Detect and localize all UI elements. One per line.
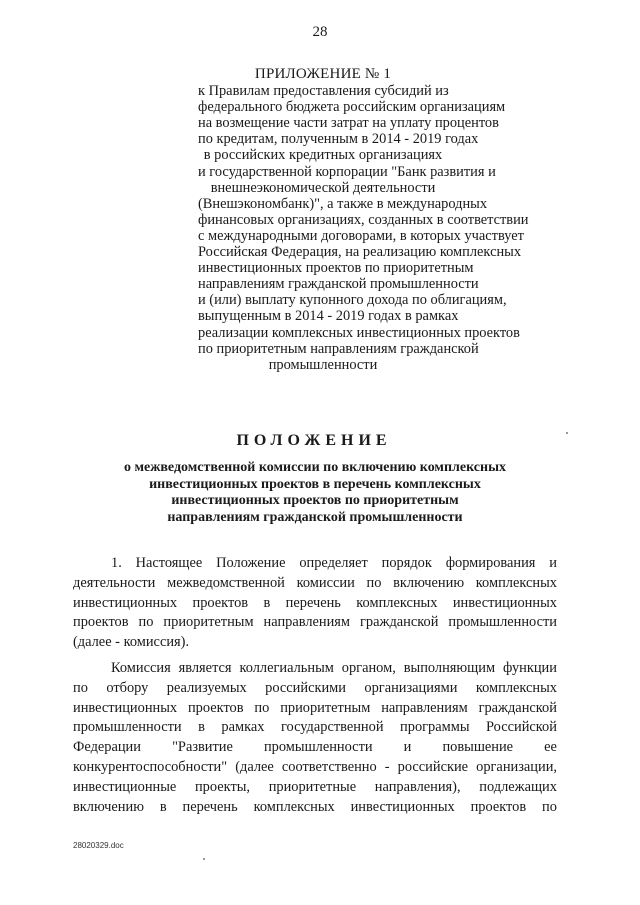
word: комплексных — [475, 574, 557, 591]
word: промышленности — [263, 739, 373, 756]
paragraph-line — [73, 798, 557, 818]
appendix-line: с международными договорами, в которых участвует — [198, 227, 524, 244]
word: по — [366, 574, 382, 591]
word: гражданской — [478, 699, 557, 716]
scan-speck — [566, 432, 568, 434]
word: и — [549, 555, 557, 571]
word: промышленности — [73, 719, 182, 736]
word: является — [178, 659, 232, 676]
word: повышение — [442, 739, 514, 756]
appendix-line: по кредитам, полученным в 2014 - 2019 годах — [198, 131, 479, 148]
word: Положение — [216, 555, 286, 571]
word: в — [198, 719, 205, 736]
document-title: ПОЛОЖЕНИЕ — [236, 432, 392, 449]
word: инвестиционные — [73, 778, 177, 795]
word: формирования — [445, 555, 536, 571]
paragraph-line — [73, 778, 557, 798]
word: включению — [73, 798, 144, 815]
appendix-line: реализации комплексных инвестиционных проектов — [198, 324, 520, 341]
word: по — [542, 798, 557, 815]
page-number: 28 — [312, 24, 328, 40]
word: конкурентоспособности" — [73, 758, 228, 775]
paragraph — [73, 659, 557, 817]
appendix-line: по приоритетным направлениям гражданской — [198, 340, 479, 357]
word: инвестиционных — [350, 798, 455, 815]
paragraph-line — [73, 613, 557, 633]
word: по — [138, 614, 154, 631]
word: инвестиционных — [452, 594, 557, 611]
word: соответственно — [281, 758, 377, 775]
appendix-line: и (или) выплату купонного дохода по облигациям, — [198, 292, 507, 309]
appendix-line: и государственной корпорации "Банк развития и — [198, 163, 496, 180]
word: деятельности — [73, 574, 156, 591]
word: функции — [502, 659, 557, 676]
word: проектов — [470, 798, 527, 815]
appendix-line: промышленности — [268, 356, 378, 373]
word: комплексных — [253, 798, 335, 815]
word: российскими — [265, 679, 346, 696]
word: гражданской — [360, 614, 439, 631]
word: отбору — [106, 679, 149, 696]
paragraph-line: (далее - комиссия). — [73, 634, 190, 651]
word: и — [403, 739, 412, 756]
appendix-line: Российская Федерация, на реализацию комплексных — [198, 244, 522, 261]
word: (далее — [235, 758, 274, 775]
word: приоритетным — [280, 699, 371, 716]
appendix-line: внешнеэкономической деятельности — [210, 179, 436, 196]
word: программы — [400, 719, 470, 736]
paragraph-line — [73, 659, 557, 679]
word: российские — [397, 758, 469, 775]
subtitle-line: направлениям гражданской промышленности — [167, 509, 463, 525]
word: направления), — [374, 778, 461, 795]
paragraph-line — [73, 738, 557, 758]
word: промышленности — [448, 614, 557, 631]
word: приоритетным — [163, 614, 254, 631]
word: межведомственной — [167, 574, 285, 591]
paragraph-line — [73, 574, 557, 594]
word: Федерации — [73, 739, 141, 756]
word: реализуемых — [166, 679, 247, 696]
word: - — [384, 758, 390, 775]
appendix-title: ПРИЛОЖЕНИЕ № 1 — [254, 66, 392, 82]
word: организациями — [364, 679, 458, 696]
word: ее — [544, 739, 557, 756]
document-subtitle — [60, 460, 570, 526]
word: в — [159, 798, 167, 815]
word: в — [263, 594, 271, 611]
word: проектов — [187, 699, 244, 716]
appendix-line: (Внешэкономбанк)", а также в международных — [198, 195, 488, 212]
word: определяет — [299, 555, 368, 571]
paragraph-line — [73, 679, 557, 699]
word: по — [73, 679, 88, 696]
appendix-line: финансовых организациях, созданных в соответствии — [198, 211, 529, 228]
word: инвестиционных — [73, 594, 178, 611]
word: проектов — [73, 614, 129, 631]
word: Комиссия — [111, 659, 171, 676]
appendix-line: выпущенным в 2014 - 2019 годах в рамках — [198, 308, 459, 325]
word: государственной — [280, 719, 384, 736]
appendix-line: инвестиционных проектов по приоритетным — [198, 260, 474, 277]
appendix-line: на возмещение части затрат на уплату процентов — [198, 115, 499, 132]
paragraph-line — [73, 554, 557, 574]
word: "Развитие — [172, 739, 233, 756]
appendix-line: направлениям гражданской промышленности — [198, 276, 479, 293]
word: направлениям — [263, 614, 351, 631]
subtitle-line: инвестиционных проектов по приоритетным — [171, 493, 459, 508]
word: комплексных — [475, 679, 557, 696]
word: комплексных — [356, 594, 438, 611]
appendix-line: федерального бюджета российским организациям — [198, 99, 506, 116]
word: Российской — [486, 719, 557, 736]
word: организации, — [476, 758, 557, 775]
paragraph-line — [73, 758, 557, 778]
scan-speck — [203, 858, 205, 860]
appendix-block — [198, 66, 529, 373]
word: приоритетные — [268, 778, 357, 795]
word: по — [254, 699, 270, 716]
word: органом, — [341, 659, 396, 676]
word: Настоящее — [135, 555, 203, 571]
word: подлежащих — [479, 778, 557, 795]
word: рамках — [221, 719, 265, 736]
body-text — [73, 554, 557, 817]
word: направлениям — [381, 699, 468, 716]
word: порядок — [381, 555, 432, 571]
word: коллегиальным — [239, 659, 334, 676]
subtitle-line: инвестиционных проектов в перечень комплексных — [149, 476, 481, 492]
footer-file-name: 28020329.doc — [73, 841, 124, 850]
word: 1. — [111, 555, 122, 571]
word: инвестиционных — [73, 699, 178, 716]
subtitle-line: о межведомственной комиссии по включению комплексных — [123, 460, 507, 475]
paragraph-line — [73, 594, 557, 614]
word: комиссии — [296, 574, 355, 591]
appendix-line: к Правилам предоставления субсидий из — [198, 83, 449, 100]
appendix-line: в российских кредитных организациях — [203, 147, 443, 164]
word: выполняющим — [403, 659, 496, 676]
word: перечень — [182, 798, 238, 815]
paragraph-line — [73, 699, 557, 719]
paragraph-line — [73, 718, 557, 738]
word: включению — [393, 574, 465, 591]
word: перечень — [285, 594, 341, 611]
word: проекты, — [194, 778, 250, 795]
paragraph — [73, 554, 557, 653]
word: проектов — [192, 594, 249, 611]
